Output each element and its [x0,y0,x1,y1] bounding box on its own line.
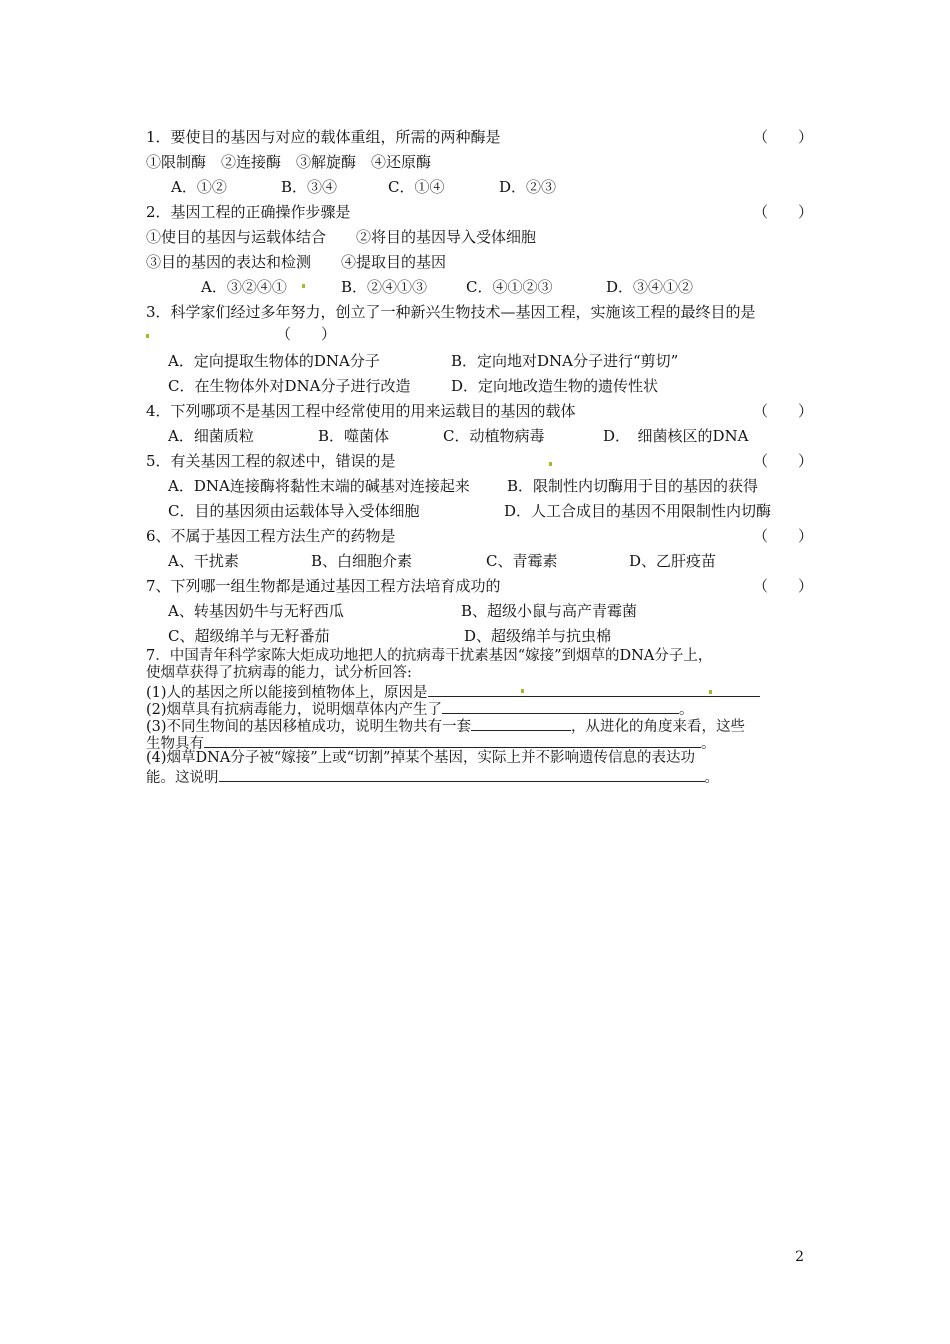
q2-items-line1: ①使目的基因与运载体结合 ②将目的基因导入受体细胞 [146,228,537,246]
q2-stem: 2．基因工程的正确操作步骤是 [146,203,351,221]
q8-sub2-end: 。 [679,702,694,718]
q3-option-d: D．定向地改造生物的遗传性状 [451,377,659,395]
q5-option-d: D．人工合成目的基因不用限制性内切酶 [504,502,772,520]
q8-sub3-blank1[interactable] [471,716,571,731]
artifact-dot [521,689,524,693]
page-number: 2 [795,1249,804,1265]
q7-answer-paren: （ ） [753,577,814,595]
q6-option-b: B、白细胞介素 [311,552,413,570]
q1-option-b: B．③④ [281,178,338,196]
q7-option-c: C、超级绵羊与无籽番茄 [168,627,330,645]
artifact-dot [302,284,305,288]
q6-option-a: A、干扰素 [168,552,239,570]
q7-stem: 7、下列哪一组生物都是通过基因工程方法培育成功的 [146,577,501,595]
q8-sub3-blank2[interactable] [204,733,701,748]
q1-option-d: D．②③ [499,178,557,196]
q4-stem: 4．下列哪项不是基因工程中经常使用的用来运载目的基因的载体 [146,402,576,420]
q7-option-b: B、超级小鼠与高产青霉菌 [461,602,638,620]
q3-option-c: C．在生物体外对DNA分子进行改造 [168,377,411,395]
q8-sub4-blank[interactable] [219,767,705,782]
q5-option-b: B．限制性内切酶用于目的基因的获得 [507,477,759,495]
q5-option-a: A．DNA连接酶将黏性末端的碱基对连接起来 [168,477,470,495]
q2-answer-paren: （ ） [753,203,814,221]
q1-option-c: C．①④ [388,178,445,196]
q8-sub4-cont [146,767,719,787]
artifact-dot [549,462,552,466]
q2-option-a: A．③②④① [201,278,287,296]
q6-option-c: C、青霉素 [486,552,558,570]
q4-option-c: C．动植物病毒 [443,427,545,445]
q3-stem: 3．科学家们经过多年努力，创立了一种新兴生物技术—基因工程，实施该工程的最终目的是 [146,303,756,321]
q1-option-a: A．①② [171,178,227,196]
q2-option-c: C．④①②③ [466,278,553,296]
artifact-dot [709,690,712,694]
q4-option-d: D． 细菌核区的DNA [603,427,749,445]
q5-option-c: C．目的基因须由运载体导入受体细胞 [168,502,420,520]
q7-option-a: A、转基因奶牛与无籽西瓜 [168,602,344,620]
q4-option-b: B．噬菌体 [318,427,390,445]
q3-option-a: A．定向提取生物体的DNA分子 [168,352,380,370]
q5-answer-paren: （ ） [753,452,814,470]
q8-sub3-text3: 生物具有 [146,736,204,752]
artifact-dot [146,334,149,338]
q8-sub3-text: (3)不同生物间的基因移植成功，说明生物共有一套 [146,719,472,735]
q2-option-d: D．③④①② [606,278,694,296]
q8-sub4-text: 能。这说明 [146,770,219,786]
q8-sub1-text: (1)人的基因之所以能接到植物体上，原因是 [146,685,428,701]
q6-option-d: D、乙肝疫苗 [629,552,717,570]
q1-stem: 1．要使目的基因与对应的载体重组，所需的两种酶是 [146,128,501,146]
q3-answer-paren: （ ） [276,325,337,343]
q8-sub4: (4)烟草DNA分子被“嫁接”上或“切割”掉某个基因，实际上并不影响遗传信息的表达功 [146,750,695,766]
q8-sub2-blank[interactable] [442,699,679,714]
q1-answer-paren: （ ） [753,128,814,146]
q4-answer-paren: （ ） [753,402,814,420]
q8-sub3-end: 。 [701,736,716,752]
q8-intro-line2: 使烟草获得了抗病毒的能力，试分析回答: [146,665,412,681]
q8-sub3-text2: ，从进化的角度来看，这些 [571,719,746,735]
q2-items-line2: ③目的基因的表达和检测 ④提取目的基因 [146,253,447,271]
q1-items: ①限制酶 ②连接酶 ③解旋酶 ④还原酶 [146,153,432,171]
q8-intro-line1: 7．中国青年科学家陈大炬成功地把人的抗病毒干扰素基因“嫁接”到烟草的DNA分子上， [146,648,713,664]
q7-option-d: D、超级绵羊与抗虫棉 [464,627,612,645]
q6-stem: 6、不属于基因工程方法生产的药物是 [146,527,396,545]
q2-option-b: B．②④①③ [341,278,428,296]
q8-sub2-text: (2)烟草具有抗病毒能力，说明烟草体内产生了 [146,702,443,718]
q3-option-b: B．定向地对DNA分子进行“剪切” [451,352,679,370]
q8-sub4-end: 。 [704,770,719,786]
q6-answer-paren: （ ） [753,527,814,545]
q4-option-a: A．细菌质粒 [168,427,254,445]
q5-stem: 5．有关基因工程的叙述中，错误的是 [146,452,396,470]
